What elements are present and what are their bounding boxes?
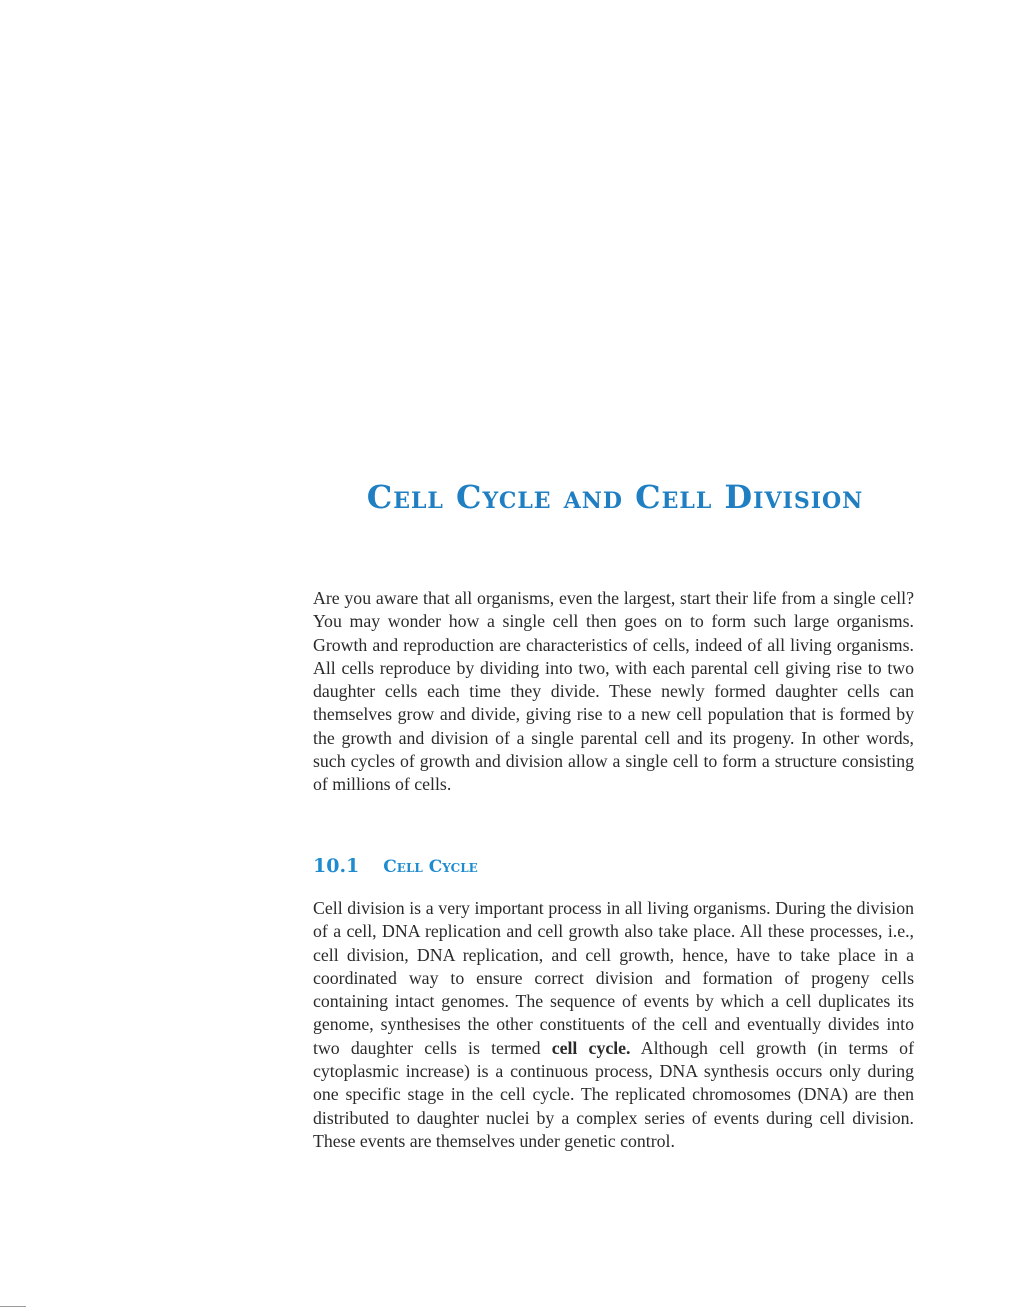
- section-text-part1: Cell division is a very important process in all living organisms. During the division of a cell, DNA replication and cell growth also take place. All these processes, i.e., cell division, DNA replication, and cell growth, hence, have to take place in a coordinated way to ensure correct division and formation of progeny cells containing intact genomes. The sequence of events by which a cell duplicates its genome, synthesises the other constituents of the cell and eventually divides into two daughter cells is termed: [313, 898, 914, 1058]
- intro-paragraph: Are you aware that all organisms, even the largest, start their life from a single cell? You may wonder how a single cell then goes on to form such large organisms. Growth and reproduction are characteristics of cells, indeed of all living organisms. All cells reproduce by dividing into two, with each parental cell giving rise to two daughter cells each time they divide. These newly formed daughter cells can themselves grow and divide, giving rise to a new cell population that is formed by the growth and division of a single parental cell and its progeny. In other words, such cycles of growth and division allow a single cell to form a structure consisting of millions of cells.: [313, 588, 914, 795]
- section-title: Cell Cycle: [383, 857, 478, 877]
- key-term-cell-cycle: cell cycle.: [551, 1037, 631, 1058]
- section-text-part2: Although cell growth (in terms of cytoplasmic increase) is a continuous process, DNA synthesis occurs only during one specific stage in the cell cycle. The replicated chromosomes (DNA) are then distributed to daughter nuclei by a complex series of events during cell division. These events are themselves under genetic control.: [313, 1037, 914, 1151]
- section-heading: [313, 849, 478, 878]
- page-corner-mark: [0, 1306, 26, 1307]
- section-number: 10.1: [313, 855, 360, 877]
- section-paragraph: [313, 897, 914, 1153]
- chapter-title: Cell Cycle and Cell Division: [366, 478, 864, 516]
